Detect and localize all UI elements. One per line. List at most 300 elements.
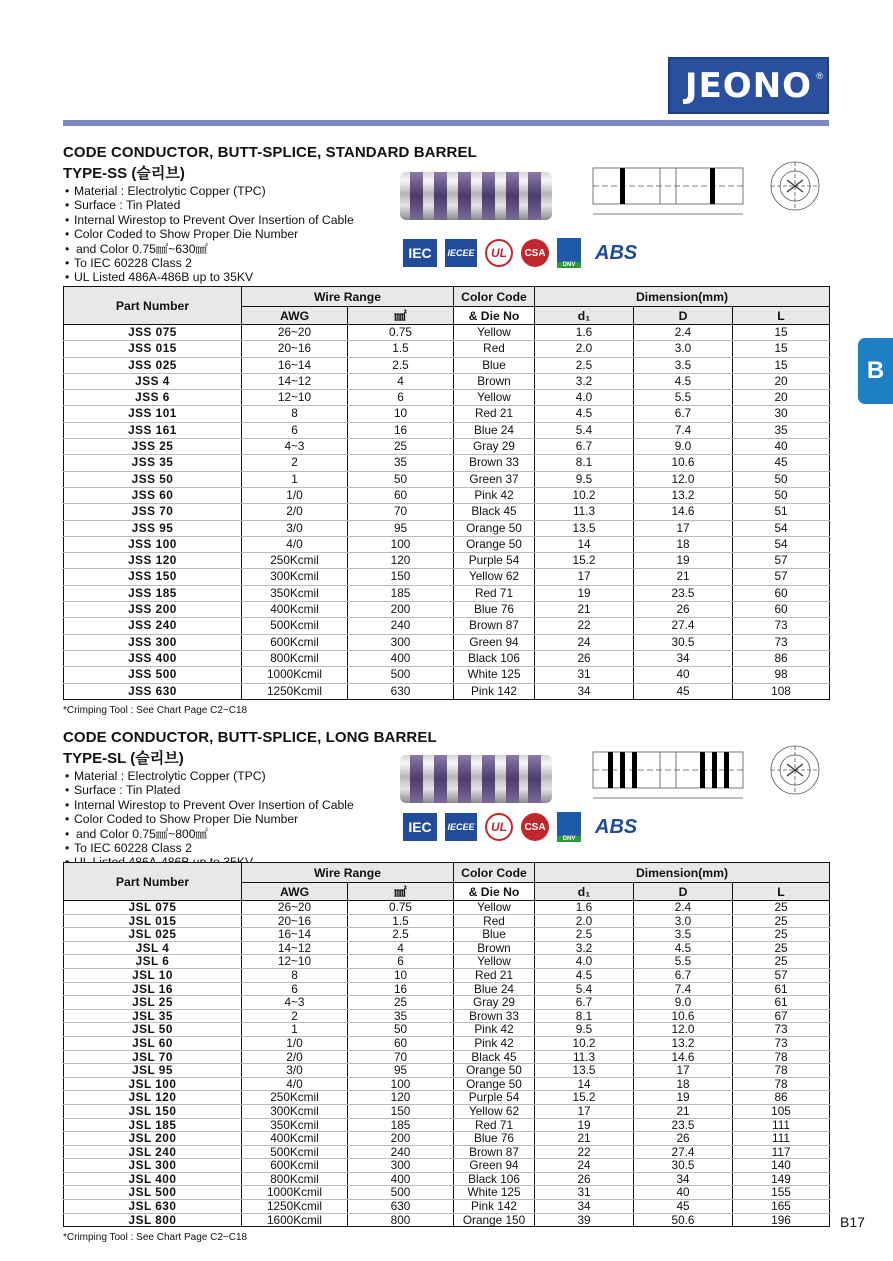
cell-part-number: JSL 16 [64, 982, 242, 996]
csa-logo: CSA [521, 813, 549, 841]
cell-l: 60 [733, 602, 830, 618]
cell-part-number: JSL 95 [64, 1064, 242, 1078]
cell-mm2: 10 [348, 406, 454, 422]
col-header-l: L [733, 883, 830, 901]
cell-d1: 2.5 [535, 928, 634, 942]
cell-mm2: 400 [348, 650, 454, 666]
table-row [64, 325, 830, 341]
cell-mm2: 25 [348, 996, 454, 1010]
cell-d: 3.5 [634, 928, 733, 942]
table-row [64, 1172, 830, 1186]
cell-d1: 10.2 [535, 1036, 634, 1050]
cell-awg: 3/0 [242, 1064, 348, 1078]
cell-l: 57 [733, 569, 830, 585]
cell-d: 13.2 [634, 1036, 733, 1050]
feature-item: • and Color 0.75㎟~800㎟ [63, 827, 829, 841]
cell-awg: 400Kcmil [242, 1132, 348, 1146]
cell-l: 140 [733, 1159, 830, 1173]
cell-d: 5.5 [634, 955, 733, 969]
cell-color-die: Gray 29 [454, 996, 535, 1010]
cell-color-die: Blue [454, 357, 535, 373]
table-row [64, 1104, 830, 1118]
cell-color-die: Red 21 [454, 968, 535, 982]
cell-d1: 22 [535, 1145, 634, 1159]
cell-part-number: JSL 10 [64, 968, 242, 982]
crimping-note: *Crimping Tool : See Chart Page C2~C18 [63, 1232, 248, 1243]
col-header-wire-range: Wire Range [242, 287, 454, 307]
cell-mm2: 150 [348, 1104, 454, 1118]
col-header-die-no: & Die No [454, 307, 535, 325]
cell-color-die: Blue 24 [454, 982, 535, 996]
cell-color-die: Orange 50 [454, 520, 535, 536]
cell-awg: 2 [242, 455, 348, 471]
brand-logo [668, 57, 829, 114]
cell-mm2: 4 [348, 941, 454, 955]
col-header-color-code: Color Code [454, 863, 535, 883]
cell-awg: 1000Kcmil [242, 667, 348, 683]
cell-awg: 1250Kcmil [242, 1200, 348, 1214]
feature-item: • UL Listed 486A-486B up to 35KV [63, 270, 829, 284]
cell-part-number: JSS 630 [64, 683, 242, 699]
cell-part-number: JSS 400 [64, 650, 242, 666]
cell-l: 25 [733, 928, 830, 942]
cell-l: 117 [733, 1145, 830, 1159]
table-row [64, 1091, 830, 1105]
cell-d: 40 [634, 667, 733, 683]
cell-mm2: 200 [348, 602, 454, 618]
spec-table-body [64, 901, 830, 1227]
cell-d1: 5.4 [535, 422, 634, 438]
cell-part-number: JSS 150 [64, 569, 242, 585]
cell-l: 86 [733, 1091, 830, 1105]
cell-color-die: Orange 50 [454, 1077, 535, 1091]
table-row [64, 471, 830, 487]
cell-l: 67 [733, 1009, 830, 1023]
cell-d: 7.4 [634, 982, 733, 996]
cell-awg: 14~12 [242, 941, 348, 955]
cell-l: 105 [733, 1104, 830, 1118]
cell-d: 45 [634, 1200, 733, 1214]
table-row [64, 914, 830, 928]
cell-d: 2.4 [634, 901, 733, 915]
cell-d1: 2.5 [535, 357, 634, 373]
cell-l: 61 [733, 982, 830, 996]
cell-l: 57 [733, 553, 830, 569]
cell-part-number: JSS 240 [64, 618, 242, 634]
cell-color-die: Black 45 [454, 504, 535, 520]
cell-part-number: JSL 25 [64, 996, 242, 1010]
product-photo-sl [400, 755, 552, 803]
cell-d1: 3.2 [535, 373, 634, 389]
cell-part-number: JSS 161 [64, 422, 242, 438]
cell-awg: 6 [242, 422, 348, 438]
page-number: B17 [840, 1214, 865, 1230]
cell-part-number: JSL 800 [64, 1213, 242, 1227]
cell-part-number: JSL 150 [64, 1104, 242, 1118]
cell-part-number: JSL 50 [64, 1023, 242, 1037]
cell-awg: 350Kcmil [242, 1118, 348, 1132]
feature-item: • To IEC 60228 Class 2 [63, 841, 829, 855]
cell-part-number: JSS 6 [64, 390, 242, 406]
cell-mm2: 16 [348, 982, 454, 996]
table-row [64, 1064, 830, 1078]
cell-color-die: Red 71 [454, 1118, 535, 1132]
cell-d: 34 [634, 1172, 733, 1186]
cell-d1: 1.6 [535, 325, 634, 341]
cell-awg: 20~16 [242, 341, 348, 357]
spec-table-ss [63, 286, 830, 700]
cell-l: 25 [733, 955, 830, 969]
feature-item: • Surface : Tin Plated [63, 198, 829, 212]
cell-d: 4.5 [634, 941, 733, 955]
cell-d1: 17 [535, 1104, 634, 1118]
cell-d: 30.5 [634, 1159, 733, 1173]
cell-awg: 4~3 [242, 439, 348, 455]
cell-d: 26 [634, 602, 733, 618]
cell-d: 23.5 [634, 585, 733, 601]
table-row [64, 941, 830, 955]
cell-l: 20 [733, 373, 830, 389]
cell-d: 5.5 [634, 390, 733, 406]
cell-awg: 14~12 [242, 373, 348, 389]
table-row [64, 455, 830, 471]
abs-logo: ABS [595, 241, 638, 264]
cell-mm2: 185 [348, 585, 454, 601]
cell-d1: 9.5 [535, 471, 634, 487]
cell-d1: 15.2 [535, 1091, 634, 1105]
cell-mm2: 70 [348, 504, 454, 520]
cell-part-number: JSS 101 [64, 406, 242, 422]
cell-part-number: JSS 025 [64, 357, 242, 373]
cell-color-die: Red 71 [454, 585, 535, 601]
dnv-logo: DNV [557, 238, 581, 268]
cell-awg: 1/0 [242, 1036, 348, 1050]
cell-d1: 34 [535, 1200, 634, 1214]
certification-logos [403, 238, 645, 268]
cell-color-die: Brown 87 [454, 1145, 535, 1159]
cell-l: 155 [733, 1186, 830, 1200]
table-row [64, 928, 830, 942]
cell-awg: 12~10 [242, 390, 348, 406]
col-header-dimension: Dimension(mm) [535, 287, 830, 307]
cell-d1: 11.3 [535, 504, 634, 520]
cell-color-die: Pink 42 [454, 487, 535, 503]
cell-color-die: White 125 [454, 1186, 535, 1200]
cell-mm2: 100 [348, 536, 454, 552]
cell-mm2: 6 [348, 955, 454, 969]
cell-mm2: 240 [348, 618, 454, 634]
cell-d: 10.6 [634, 1009, 733, 1023]
cell-l: 54 [733, 536, 830, 552]
cell-l: 196 [733, 1213, 830, 1227]
cell-awg: 16~14 [242, 928, 348, 942]
cell-part-number: JSS 075 [64, 325, 242, 341]
cell-d1: 21 [535, 602, 634, 618]
cell-awg: 800Kcmil [242, 650, 348, 666]
cell-part-number: JSS 300 [64, 634, 242, 650]
table-row [64, 683, 830, 699]
cell-awg: 500Kcmil [242, 618, 348, 634]
cell-color-die: Black 45 [454, 1050, 535, 1064]
table-row [64, 1118, 830, 1132]
cell-color-die: Orange 50 [454, 536, 535, 552]
cell-mm2: 50 [348, 471, 454, 487]
cell-awg: 1 [242, 471, 348, 487]
cell-color-die: Yellow [454, 955, 535, 969]
cell-d1: 14 [535, 1077, 634, 1091]
cell-d: 23.5 [634, 1118, 733, 1132]
feature-item: • Color Coded to Show Proper Die Number [63, 812, 829, 826]
table-row [64, 602, 830, 618]
cell-d: 50.6 [634, 1213, 733, 1227]
cell-l: 73 [733, 1023, 830, 1037]
table-row [64, 955, 830, 969]
feature-item: • Internal Wirestop to Prevent Over Insertion of Cable [63, 798, 829, 812]
cell-l: 61 [733, 996, 830, 1010]
feature-item: • Color Coded to Show Proper Die Number [63, 227, 829, 241]
cell-d: 14.6 [634, 1050, 733, 1064]
cell-l: 25 [733, 914, 830, 928]
cell-d1: 26 [535, 650, 634, 666]
brand-name: JEONO [684, 65, 813, 106]
table-row [64, 373, 830, 389]
cell-d1: 5.4 [535, 982, 634, 996]
table-row [64, 1009, 830, 1023]
cell-mm2: 100 [348, 1077, 454, 1091]
cell-color-die: Brown [454, 941, 535, 955]
col-header-wire-range: Wire Range [242, 863, 454, 883]
table-row [64, 901, 830, 915]
cell-awg: 350Kcmil [242, 585, 348, 601]
cell-l: 25 [733, 941, 830, 955]
cell-l: 45 [733, 455, 830, 471]
cell-mm2: 35 [348, 1009, 454, 1023]
cell-color-die: Blue 76 [454, 1132, 535, 1146]
cell-d1: 24 [535, 634, 634, 650]
table-row [64, 1213, 830, 1227]
cell-awg: 400Kcmil [242, 602, 348, 618]
table-row [64, 634, 830, 650]
table-row [64, 1036, 830, 1050]
col-header-d1: d₁ [535, 883, 634, 901]
feature-item: • Surface : Tin Plated [63, 783, 829, 797]
cell-d: 21 [634, 1104, 733, 1118]
cell-mm2: 95 [348, 520, 454, 536]
spec-table-body [64, 325, 830, 700]
cell-part-number: JSS 95 [64, 520, 242, 536]
cell-mm2: 240 [348, 1145, 454, 1159]
cell-part-number: JSS 60 [64, 487, 242, 503]
cell-d1: 4.5 [535, 406, 634, 422]
cell-color-die: Purple 54 [454, 553, 535, 569]
cell-mm2: 150 [348, 569, 454, 585]
cell-part-number: JSS 200 [64, 602, 242, 618]
cell-mm2: 4 [348, 373, 454, 389]
table-row [64, 422, 830, 438]
cell-awg: 1 [242, 1023, 348, 1037]
cell-part-number: JSL 025 [64, 928, 242, 942]
cell-d1: 1.6 [535, 901, 634, 915]
col-header-d1: d₁ [535, 307, 634, 325]
cell-part-number: JSL 630 [64, 1200, 242, 1214]
col-header-mm2: ㎟ [348, 307, 454, 325]
col-header-d: D [634, 883, 733, 901]
cell-part-number: JSS 25 [64, 439, 242, 455]
cell-part-number: JSL 240 [64, 1145, 242, 1159]
col-header-mm2: ㎟ [348, 883, 454, 901]
table-row [64, 406, 830, 422]
cell-awg: 16~14 [242, 357, 348, 373]
col-header-dimension: Dimension(mm) [535, 863, 830, 883]
cell-part-number: JSL 120 [64, 1091, 242, 1105]
cell-d: 27.4 [634, 1145, 733, 1159]
cell-d1: 14 [535, 536, 634, 552]
cell-color-die: Yellow [454, 390, 535, 406]
cell-d: 10.6 [634, 455, 733, 471]
cell-d1: 2.0 [535, 914, 634, 928]
cell-mm2: 0.75 [348, 325, 454, 341]
cell-d: 19 [634, 1091, 733, 1105]
cell-mm2: 120 [348, 1091, 454, 1105]
cell-d: 26 [634, 1132, 733, 1146]
cell-d1: 10.2 [535, 487, 634, 503]
cell-mm2: 300 [348, 634, 454, 650]
cell-color-die: Pink 142 [454, 1200, 535, 1214]
cell-d1: 22 [535, 618, 634, 634]
cell-d: 19 [634, 553, 733, 569]
cell-d1: 9.5 [535, 1023, 634, 1037]
cell-color-die: Yellow [454, 901, 535, 915]
table-row [64, 390, 830, 406]
cell-l: 98 [733, 667, 830, 683]
cell-d: 30.5 [634, 634, 733, 650]
cell-d1: 6.7 [535, 996, 634, 1010]
cell-awg: 3/0 [242, 520, 348, 536]
section-tab[interactable] [858, 338, 893, 404]
cell-mm2: 2.5 [348, 928, 454, 942]
cell-part-number: JSL 500 [64, 1186, 242, 1200]
cell-awg: 4/0 [242, 536, 348, 552]
cell-d1: 4.0 [535, 955, 634, 969]
cell-mm2: 2.5 [348, 357, 454, 373]
cell-d: 18 [634, 1077, 733, 1091]
cell-awg: 500Kcmil [242, 1145, 348, 1159]
cell-l: 86 [733, 650, 830, 666]
header-divider [63, 120, 829, 126]
technical-drawing-sl [590, 742, 830, 808]
table-row [64, 569, 830, 585]
table-row [64, 667, 830, 683]
cell-awg: 1600Kcmil [242, 1213, 348, 1227]
cell-part-number: JSS 70 [64, 504, 242, 520]
cell-l: 35 [733, 422, 830, 438]
cell-part-number: JSL 70 [64, 1050, 242, 1064]
cell-l: 20 [733, 390, 830, 406]
cell-part-number: JSS 100 [64, 536, 242, 552]
section-title: CODE CONDUCTOR, BUTT-SPLICE, LONG BARREL [63, 729, 437, 746]
cell-color-die: Blue [454, 928, 535, 942]
cell-color-die: Orange 50 [454, 1064, 535, 1078]
cell-l: 78 [733, 1064, 830, 1078]
cell-mm2: 25 [348, 439, 454, 455]
cell-l: 78 [733, 1077, 830, 1091]
cell-part-number: JSL 400 [64, 1172, 242, 1186]
col-header-d: D [634, 307, 733, 325]
cell-mm2: 95 [348, 1064, 454, 1078]
cell-d: 12.0 [634, 471, 733, 487]
cell-d: 3.5 [634, 357, 733, 373]
cell-d: 9.0 [634, 996, 733, 1010]
cell-awg: 12~10 [242, 955, 348, 969]
table-row [64, 341, 830, 357]
cell-color-die: Green 94 [454, 1159, 535, 1173]
table-row [64, 1023, 830, 1037]
cell-part-number: JSL 200 [64, 1132, 242, 1146]
cell-color-die: Brown 33 [454, 1009, 535, 1023]
cell-d1: 24 [535, 1159, 634, 1173]
cell-mm2: 35 [348, 455, 454, 471]
cell-l: 73 [733, 618, 830, 634]
table-row [64, 553, 830, 569]
cell-d1: 19 [535, 1118, 634, 1132]
cell-awg: 26~20 [242, 901, 348, 915]
cell-color-die: Blue 76 [454, 602, 535, 618]
cell-color-die: Red [454, 914, 535, 928]
cell-awg: 600Kcmil [242, 634, 348, 650]
cell-d: 3.0 [634, 914, 733, 928]
cell-mm2: 70 [348, 1050, 454, 1064]
cell-color-die: Red [454, 341, 535, 357]
cell-mm2: 120 [348, 553, 454, 569]
cell-awg: 250Kcmil [242, 553, 348, 569]
cell-mm2: 1.5 [348, 914, 454, 928]
cell-d: 13.2 [634, 487, 733, 503]
cell-l: 54 [733, 520, 830, 536]
ul-logo: UL [485, 813, 513, 841]
cell-part-number: JSS 4 [64, 373, 242, 389]
table-row [64, 1132, 830, 1146]
cell-d: 12.0 [634, 1023, 733, 1037]
cell-color-die: Yellow 62 [454, 1104, 535, 1118]
table-row [64, 585, 830, 601]
cell-d1: 31 [535, 1186, 634, 1200]
cell-color-die: Black 106 [454, 650, 535, 666]
cell-mm2: 60 [348, 487, 454, 503]
cell-l: 149 [733, 1172, 830, 1186]
cell-d: 45 [634, 683, 733, 699]
cell-awg: 800Kcmil [242, 1172, 348, 1186]
cell-d: 14.6 [634, 504, 733, 520]
cell-awg: 1000Kcmil [242, 1186, 348, 1200]
cell-d: 17 [634, 520, 733, 536]
cell-d1: 3.2 [535, 941, 634, 955]
table-row [64, 968, 830, 982]
cell-color-die: Brown [454, 373, 535, 389]
cell-l: 73 [733, 1036, 830, 1050]
table-row [64, 1200, 830, 1214]
cell-awg: 6 [242, 982, 348, 996]
cell-color-die: Yellow [454, 325, 535, 341]
cell-l: 60 [733, 585, 830, 601]
cell-d1: 17 [535, 569, 634, 585]
cell-part-number: JSS 35 [64, 455, 242, 471]
table-row [64, 1159, 830, 1173]
cell-awg: 8 [242, 968, 348, 982]
cell-part-number: JSS 185 [64, 585, 242, 601]
cell-part-number: JSL 6 [64, 955, 242, 969]
col-header-awg: AWG [242, 307, 348, 325]
col-header-part-number: Part Number [64, 287, 242, 325]
